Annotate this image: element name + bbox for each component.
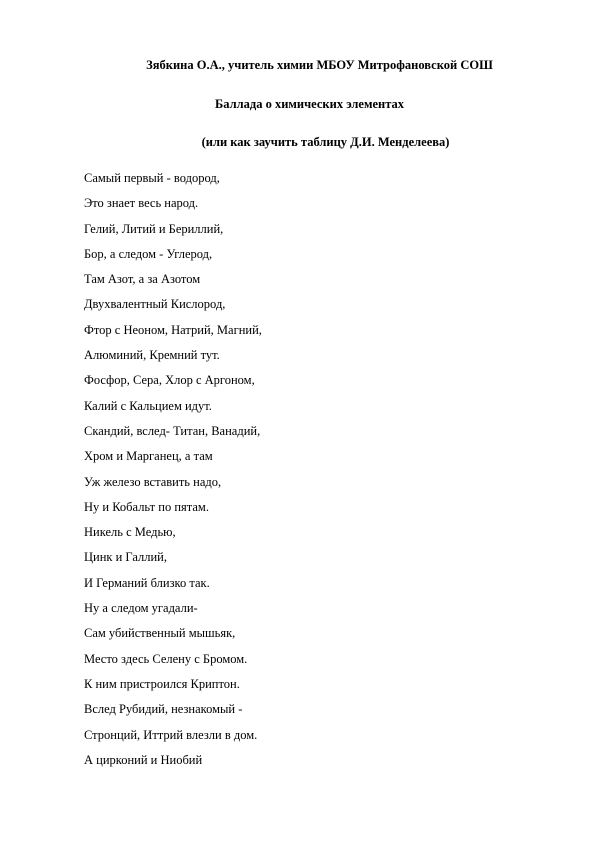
- author-line: Зябкина О.А., учитель химии МБОУ Митрофановской СОШ: [146, 58, 493, 72]
- poem-line: Ну а следом угадали-: [84, 601, 198, 616]
- poem-line: Ну и Кобальт по пятам.: [84, 499, 209, 514]
- poem-line: И Германий близко так.: [84, 575, 210, 590]
- document-title: Баллада о химических элементах: [214, 97, 404, 111]
- poem-line: Там Азот, а за Азотом: [84, 272, 201, 287]
- poem-line: Вслед Рубидий, незнакомый -: [84, 702, 243, 717]
- poem-line: Фосфор, Сера, Хлор с Аргоном,: [84, 373, 255, 388]
- poem-line: Уж железо вставить надо,: [84, 474, 222, 489]
- poem-line: Это знает весь народ.: [84, 196, 199, 211]
- poem-line: Хром и Марганец, а там: [84, 449, 213, 464]
- poem-line: Стронций, Иттрий влезли в дом.: [84, 727, 258, 742]
- poem-line: Гелий, Литий и Бериллий,: [84, 221, 224, 236]
- poem-line: А цирконий и Ниобий: [84, 752, 203, 767]
- poem-line: Сам убийственный мышьяк,: [84, 626, 236, 641]
- poem-line: Фтор с Неоном, Натрий, Магний,: [84, 322, 262, 337]
- poem-line: К ним пристроился Криптон.: [84, 676, 240, 691]
- poem-line: Алюминий, Кремний тут.: [84, 348, 220, 363]
- document-subtitle: (или как заучить таблицу Д.И. Менделеева): [201, 135, 450, 149]
- poem-line: Самый первый - водород,: [84, 171, 220, 185]
- poem-line: Цинк и Галлий,: [84, 550, 167, 565]
- poem-line: Бор, а следом - Углерод,: [84, 246, 213, 261]
- poem-line: Место здесь Селену с Бромом.: [84, 651, 248, 666]
- poem-line: Скандий, вслед- Титан, Ванадий,: [84, 423, 261, 438]
- poem-line: Никель с Медью,: [84, 525, 176, 540]
- poem-text: [84, 170, 262, 777]
- poem-line: Калий с Кальцием идут.: [84, 398, 212, 413]
- poem-line: Двухвалентный Кислород,: [84, 297, 226, 312]
